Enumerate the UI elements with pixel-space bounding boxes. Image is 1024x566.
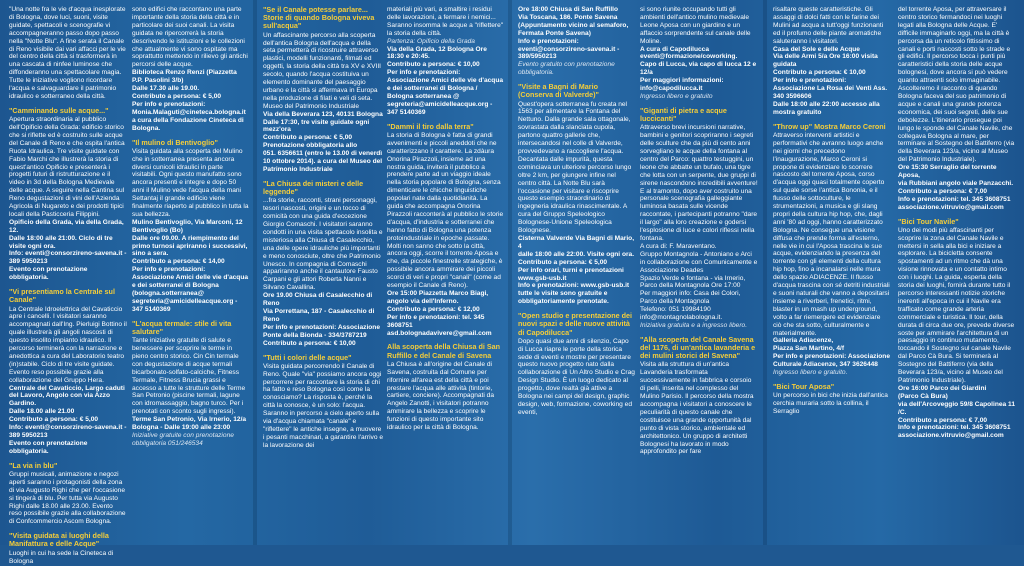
- intro-text: "Una notte fra le vie d'acqua inesplorate di Bologna, dove luci, suoni, visite guidate, spettacoli e scenografie vi accompagneranno passo dopo passo nella "Notte Blu". A fine serata il Canale di Reno visibile dai vari affacci per le vie del centro della città si trasformerà in una cascata di ninfee luminose che diffonderanno una spettacolare magia. Tutte le iniziative vogliono ricordare l'acqua e salvaguardare il patrimonio idraulico e sotterraneo della città.: [9, 6, 126, 100]
- column-6: [640, 0, 758, 545]
- event-description: La Chiusa è all'origine del Canale di Savena, costruita dal Comune per rifornire all'area est della città e poi prestare l'acqua alle attività (tintorie, cartiere, conciere). Accompagnati da Angelo Zanotti, i visitatori potranno ammirare la bellezza e scoprire le funzioni di questo importante sito idraulico per la città di Bologna.: [387, 360, 495, 432]
- event-title: "L'acqua termale: stile di vita salutare": [132, 318, 232, 336]
- event-description: Visita guidata alla scoperta del Mulino che in sotterranea presenta ancora diversi cunicoli idraulici in parte visitabili. Ogni questo manufatto sono ancora presenti e integre e dopo 50 anni il Mulino vede l'acqua della mani Settantaj il grande edificio viene finalmente riaperto al pubblico in tutta la sua bellezza. Mulino Bentivoglio, Via Marconi, 12 Bentivoglio (Bo) Dalle ore 09.00. A riempimento del primo turnosi apriranno i successivi, sino a sera. Contributo a persona: € 14,00 Per info e prenotazioni: Associazione Amici delle vie d'acqua e dei sotterranei di Bologna (bologna.sotterranea@ segreteria@amicidelleacque.org - 347 5140369: [132, 147, 249, 313]
- fold-line: [763, 0, 767, 545]
- event-title: "Il mulino di Bentivoglio": [132, 137, 218, 147]
- event-title: "Bici Tour Navile": [898, 216, 959, 226]
- event-description: sono edifici che raccontano una parte importante della storia della città e in particolare dei suoi canali. La visita guidata ne ripercorrerà la storia descrivendo le istituzioni e le collezioni che attualmente vi sono ospitate ma soprattutto mettendo in rilievo gli antichi percorsi delle acque. Biblioteca Renzo Renzi (Piazzetta P.P. Pasolini 3/b) Dalle 17.30 alle 19.00. Contributo a persona: € 5,00 Per info e prenotazioni: Monia.Malaguti@cineteca.bologna.it a cura della Fondazione Cineteca di Bologna.: [132, 6, 248, 132]
- event-title: "Open studio e presentazione dei nuovi spazi e delle nuove attività di Capodilucca": [518, 311, 633, 337]
- event-description: Quest'opera sotterranea fu creata nel 1563 per alimentare la Fontana del Nettuno. Dalla grande sala ottagonale, sovrastata dalla slanciata cupola, partono quattro gallerie che, intersecandosi nel colle di Valverde, provvedevano a raccogliere l'acqua. Decantata dalle impurità, questa cominciava un ulteriore percorso lungo oltre 2 km, per giungere infine nel centro città. La Notte Blu sarà l'occasione per visitare e riscoprire questo esempio straordinario di ingegneria idraulica rinascimentale. A cura del Gruppo Speleologico Bolognese-Unione Speleologica Bolognese. Cisterna Valverde Via Bagni di Mario, 4 dalle 18:00 alle 22:00. Visite ogni ora. Contributo a persona: € 5,00 Per info orari, turni e prenotazioni www.gsb-usb.it Info e prenotazioni: www.gsb-usb.it tutte le visite sono gratuite e obbligatoriamente prenotate.: [518, 100, 635, 306]
- fold-line: [508, 0, 512, 545]
- event-title: Alla scoperta della Chiusa di San Ruffillo e del Canale di Savena: [387, 342, 501, 360]
- event-description: La storia di Bologna è fatta di grandi avvenimenti e piccoli aneddoti che ne caratterizzano il carattere. La zdàura Onorina Pirazzoli, insieme ad una nostra guida, inviterà il pubblico a prendere parte ad un viaggio ideale nella storia popolare di Bologna, senza dimenticare le chicche linguistiche popolari nate dalla quotidianità. La guida che accompagna Onorina Pirazzoli racconterà al pubblico le storie d'acqua, d'industria e sotterranei che hanno fatto di Bologna una potenza protoindustriale in epoche passate. Molti non sanno che sotto la città, ancora oggi, scorre il torrente Aposa e che, da piccole finestrelle strategiche, è possibile ancora ammirare dei piccoli scorci di veri e propri "canali" (come ad esempio il Canale di Reno). Ore 15:00 Piazzetta Marco Biagi, angolo via dell'Inferno. Contributo a persona: € 12,00 Per info e prenotazioni: tel. 345 3608751 asd.bolognadavivere@gmail.com: [387, 131, 504, 337]
- event-description: Attraverso interventi artistici e performativi che avranno luogo anche nei giorni che precedono l'inaugurazione, Marco Ceroni si propone di evidenziare lo scorrere nascosto del torrente Aposa, corso d'acqua oggi quasi totalmente coperto sul quale sorse l'antica Bononia, e il flusso delle sottoculture, le strumentazioni, a musica e gli slang propri della cultura hip hop, che, dagli anni '80 ad oggi, hanno caratterizzato Bologna. Ne consegue una visione diffusa che prende forma all'esterno, nelle vie in cui l'Aposa trascina le sue acque, evidenziando la presenza del torrente con gli elementi della cultura hip hop, fino a incanalarsi nelle mura dello spazio ADIACENZE. Il flusso d'acqua trascina con sé detriti industriali e suoni naturali che vanno a depositarsi insieme a riverberi, frenetici, ritmi, blaster in un mash up underground, volto a far riemergere ed evidenziare ciò che sta sotto, culturalmente e materialmente. Galleria Adiacenze, Piazza San Martino, 4/f Per info e prenotazioni: Associazione Culturale Adiacenze, 347 3626448 Ingresso libero e gratuito.: [773, 131, 890, 377]
- event-description: risaltare queste caratteristiche. Gli assaggi di dolci fatti con le farine dei Mulini ad acqua a tutt'oggi funzionanti ed il profumo delle piante aromatiche saluteranno i visitatori. Casa del Sole e delle Acque Via delle Armi 5/a Ore 16:00 visita guidata Contributo a persona: € 10,00 Per info e prenotazioni: Associazione La Rosa dei Venti Ass. 340 3596606 Dalle 18:00 alle 22:00 accesso alla mostra gratuito: [773, 6, 888, 116]
- event-title: "Alla scoperta del Canale Savena del 1176, di un'antica lavanderia e dei mulini storici del Savena": [640, 334, 756, 361]
- event-description: Visita guidata percorrendo il Canale di Reno. Quale "via" possiamo ancora oggi percorrere per raccontare la storia di chi ha fatto e reso Bologna così come la conosciamo? La risposta è, perché la città la conosce, è un solo: l'acqua. Saranno in percorso a cielo aperto sulla via d'acqua chiamata "canale" e "riflettere" le antiche insegne, a muovere i pesanti macchinari, a garantire l'arrivo e la lavorazione dei: [263, 362, 384, 449]
- event-description: Uno dei modi più affascinanti per scoprire la zona del Canale Navile e mettersi in sella alla bici e iniziare a esplorare. La bicicletta consente spostamenti ad un ritmo che dà una visione rinnovata e un contatto intimo con i luoghi. La guida, esperta della storia dei luoghi, fornirà durante tutto il percorso interessanti notizie storiche inerenti all'epoca in cui il Navile era trafficato come grande arteria commerciale e turistica. Il tour, della durata di circa due ore, prevede diverse soste per ammirare l'architettura di un paesaggio in continuo mutamento, toccando il Sostegno sul canale Navile dal Parco Cà Bura. Si terminerà al Sostegno del Battiferro (via della Beverara 123/a, vicino al Museo del Patrimonio Industriale). Ore 16:00 Parco dei Giardini (Parco Cà Bura) via dell'Arcoveggio 59/8 Capolinea 11 /C. Contributo a persona: € 7,00 Info e prenotazioni: tel. 345 3608751 associazione.vitruvio@gmail.com: [898, 226, 1016, 440]
- event-title: "Se il Canale potesse parlare... Storie di quando Bologna viveva sull'acqua": [263, 5, 375, 31]
- event-title: "Camminando sulle acque...": [9, 105, 109, 115]
- event-description: Un affascinante percorso alla scoperta dell'antica Bologna dell'acqua e della seta permetterà di ricostruire attraverso plastici, modelli funzionanti, filmati ed oggetti, la storia della città tra XV e XVIII secolo, quando l'acqua costituiva un elemento dominante del paesaggio urbano e la città si affermava in Europa nella produzione di filati e veli di seta. Museo del Patrimonio Industriale Via della Beverara 123, 40131 Bologna Dalle 17:30, tre visite guidate ogni mezz'ora Contributo a persona: € 5,00 Prenotazione obbligatoria allo 051. 6356611 (entro le 13.00 di venerdì 10 ottobre 2014). a cura del Museo del Patrimonio Industriale: [263, 31, 383, 174]
- event-description: Tante iniziative gratuite di salute e benessere per scoprire le terme in pieno centro storico. Cin Cin termale con degustazione di acque termali bicarbonato-solfato-calciche, Fitness Termale, Fitness Brucia grassi e accesso a tutte le strutture delle Terme San Petronio (piscine termali, lagune con idromassaggio, bagno turco. Per i prenotati con sconto sugli ingressi). Terme San Petronio, Via Irnerio, 12/a Bologna - Dalle 19:00 alle 23:00 Iniziative gratuite con prenotazione obbligatoria 051/246534: [132, 337, 247, 447]
- event-description: Luoghi in cui ha sede la Cineteca di Bologna: [9, 549, 114, 565]
- event-title: "Throw up" Mostra Marco Ceroni: [773, 121, 886, 131]
- column-3: [263, 0, 383, 545]
- event-description: Un percorso in bici che inizia dall'antica cerchia muraria sotto la collina, il Serraglio: [773, 392, 888, 415]
- column-4: [387, 0, 504, 545]
- event-description: si sono riunite occupando tutti gli ambienti dell'antico mulino medievale Leone Aposa con un giardino e un affaccio sorprendente sul canale delle Moline. A cura di Capodilucca eventi@formazione/coworking. Capo di Lucca, via capo di lucca 12 e 12/a Per maggiori informazioni: info@capodilucca.it Ingresso libero e gratuito: [640, 6, 757, 100]
- event-title: "Dammi il tiro dalla terra": [387, 121, 474, 131]
- column-8: [898, 0, 1018, 545]
- column-7: [773, 0, 890, 545]
- event-title: "Tutti i colori delle acque": [263, 352, 352, 362]
- event-title: "Visita guidata ai luoghi della Manifattura e delle Acque": [9, 531, 109, 549]
- event-description: Gruppi musicali, animazione e negozi aperti saranno i protagonisti della zona di via Augusto Righi che per l'occasione si tingerà di blu. Per tutta via Augusto Righi dalle 18.00 alle 23.00. Evento reso possibile grazie alla collaborazione di Confcommercio Ascom Bologna.: [9, 470, 126, 526]
- event-title: "Visite a Bagni di Mario (Conserva di Valverde)": [518, 82, 599, 100]
- event-title: "Bici Tour Aposa": [773, 381, 835, 391]
- event-description: La Centrale Idroelettrica del Cavaticcio apre i cancelli. I visitatori saranno accompagnati dall'Ing. Pierluigi Bottino il quale illustrerà gli angoli nascosti di questo insolito impianto idraulico. Il percorso terminerà con la narrazione e anedottica a cura del Laboratorio teatro (in)stabile. Ciclo di tre visite guidate. Evento reso possibile grazie alla collaborazione del Gruppo Hera. Centrale del Cavaticcio, Largo caduti del Lavoro, Angolo con via Azzo Gardino. Dalle 18.00 alle 21.00 Contributo a persona: € 5,00 Info: eventi@consorzireno-savena.it - 389 5950213 Evento con prenotazione obbligatoria.: [9, 305, 127, 455]
- event-title: "Giganti di pietra e acque luccicanti": [640, 105, 727, 124]
- event-title: "La Chiusa dei misteri e delle leggende": [263, 178, 364, 197]
- event-description: Visita alla struttura di un'antica Lavanderia trasformata successivamente in fabbrica e corsoio di pelli, inserita nel complesso del Mulino Parisio. Il percorso della mostra accompagna i visitatori a conoscere le peculiarità di questo canale che costituisce una grande opportunità dal punto di vista storico, ambientale ed architettonico. Un gruppo di architetti Bolognesi ha lavorato in modo approfondito per fare: [640, 361, 754, 456]
- event-description: Dopo quasi due anni di silenzio, Capo di Lucca riapre le porte della storica sede di eventi e mostre per presentare questo nuovo progetto nato dalla collaborazione di Un Altro Studio e Crag Design Studio. È un luogo dedicato al progetto, dove realtà già attive a Bologna nei campi del design, graphic design, web, formazione, coworking ed eventi,: [518, 337, 635, 416]
- event-title: "Vi presentiamo la Centrale sul Canale": [9, 287, 115, 305]
- event-description: del torrente Aposa, per attraversare il centro storico fermandoci nei luoghi legati alla Bologna delle Acque. E' difficile immaginarlo oggi, ma la città è percorsa da un reticolo fittissimo di canali e porti nascosti sotto le strade e gli edifici. Il percorso tocca i punti più caratteristici della storia delle acque bolognesi, dove ancora si può vedere quanto attraenti solo immaginabile. Ascolteremo il racconto di quando Bologna faceva del suo patrimonio di acque e canali una grande potenza economica, dei suoi segreti, delle sue debolezze. L'itinerario prosegue poi lungo le sponde del Canale Navile, che collegava Bologna al mare, per terminare al Sostegno del Battiferro (via della Beverara 123/a, vicino al Museo del Patrimonio Industriale). Ore 15:30 Serraglio del torrente Aposa, via Rubbiani angolo viale Panzacchi. Contributo a persona: € 7,00 Info e prenotazioni: tel. 345 3608751 associazione.vitruvio@gmail.com: [898, 6, 1015, 211]
- column-5: [518, 0, 635, 545]
- event-description: ...fra storie, racconti, strani personaggi, tesori nascosti, origini e un tocco di comicità con una guida d'eccezione Giorgio Comaschi. I visitatori saranno condotti in una visita spettacolo insolita e misteriosa alla Chiusa di Casalecchio, una delle opere idrauliche più importanti e meno conosciute, oltre che Patrimonio Unesco. In compagnia di Comaschi appariranno anche il cantautore Fausto Carpani e gli attori Roberta Nanni e Silvano Cavallina. Ore 19.00 Chiusa di Casalecchio di Reno Via Porrettana, 187 - Casalecchio di Reno Per info e prenotazioni: Associazione Ponte della Bionda - 334/3787219 Contributo a persona: € 10,00: [263, 197, 383, 347]
- event-description: Apertura straordinaria al pubblico dell'Opificio della Grada: edificio storico che si riflette ed è costruito sulle acque del Canale di Reno e che ospita l'antica Ruota Idraulica. Tre visite guidate con Fabio Marchi che illustrerà la storia di quest'antico Opificio e presenterà i progetti futuri di ristrutturazione e il video in 3d della Bologna Medievale delle acque. A seguire nella Cantina sul Reno degustazioni di vini dell'Azienda Agricola di Nugareto e dei prodotti tipici locali della Pasticceria Filippini. Opificio della Grada, via della Grada, 12. Dalle 18:00 alle 21:00. Ciclo di tre visite ogni ora. Info: eventi@consorzireno-savena.it - 389 5950213 Evento con prenotazione obbligatoria.: [9, 116, 127, 282]
- column-1: [9, 0, 127, 565]
- event-title: "La via in blu": [9, 460, 58, 470]
- event-description: Ore 18:00 Chiusa di San Ruffillo Via Toscana, 186. Ponte Savena (Appuntamento vicino al semaforo, Fermata Ponte Savena) Info e prenotazioni: eventi@consorzireno-savena.it - 389/5950213 Evento gratuito con prenotazione obbligatoria.: [518, 6, 629, 77]
- event-description: materiali più vari, a smaltire i residui delle lavorazioni, a fermare i nemici... Saranno insomma le acque a "riflettere" la storia della città. Partenza: Opificio della Grada Via della Grada, 12 Bologna Ore 18:30 e 20:45. Contributo a persona: € 10,00 Per info e prenotazioni: Associazione Amici delle vie d'acqua e dei sotterranei di Bologna / Bologna sotterranea @ segreteria@amicidelleacque.org - 347 5140369: [387, 6, 504, 116]
- event-description: Attraverso brevi incursioni narrative, bambini e genitori scopriranno i segreti delle sculture che da più di cento anni sorvegliano le acque della fontana al centro del Parco: quattro testuggini, un leone che abbatte un bufalo, una tigre che lotta con un serpente, due gruppi di sirene nascondono incredibili avventure! E al tramonto, dopo aver costruito una personale scenografia galleggiante luminosa basata sulle vicende raccontate, i partecipanti potranno "dare il largo" alla loro creazione e godersi l'esplosione di luce e colori riflessi nella fontana. A cura di: F. Maraventano. Gruppo Montagnola - Antoniano e Arci in collaborazione con Comunicamente e Associazione Deades Spazio Verde e fontana - via Irnerio, Parco della Montagnola Ore 17:00 Per maggiori info: Casa dei Colori, Parco della Montagnola Telefono: 051 19984190 info@montagnolabologna.it. Iniziativa gratuita e a ingresso libero.: [640, 124, 758, 329]
- fold-line: [253, 0, 257, 545]
- column-2: [132, 0, 249, 545]
